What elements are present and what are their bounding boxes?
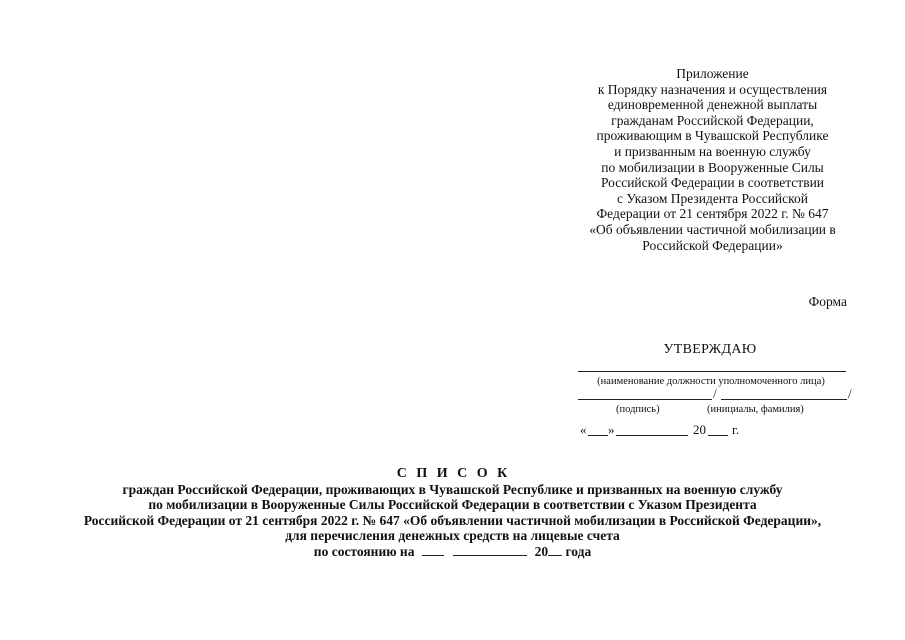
state-line bbox=[0, 544, 905, 560]
list-line: граждан Российской Федерации, проживающих в Чувашской Республике и призванных на военную службу bbox=[122, 481, 783, 497]
day-blank-line bbox=[588, 435, 608, 436]
appendix-line: Российской Федерации» bbox=[642, 237, 783, 253]
signature-row bbox=[570, 388, 852, 402]
state-year-prefix: 20 bbox=[534, 543, 549, 559]
list-title: С П И С О К bbox=[396, 466, 511, 481]
state-prefix: по состоянию на bbox=[313, 543, 415, 559]
name-slash: / bbox=[848, 386, 852, 401]
list-line: Российской Федерации от 21 сентября 2022 г. № 647 «Об объявлении частичной мобилизации в Российской Федерации», bbox=[83, 512, 822, 528]
appendix-block bbox=[560, 66, 865, 253]
year-blank-line bbox=[708, 435, 728, 436]
year-suffix: г. bbox=[732, 422, 740, 437]
list-line: по мобилизации в Вооруженные Силы Российской Федерации в соответствии с Указом Президента bbox=[148, 497, 757, 513]
state-suffix: года bbox=[565, 543, 592, 559]
signature-caption-row bbox=[570, 402, 852, 416]
signature-slash: / bbox=[713, 386, 717, 401]
name-caption: (инициалы, фамилия) bbox=[707, 404, 804, 415]
appendix-line: гражданам Российской Федерации, bbox=[611, 112, 814, 128]
list-line: для перечисления денежных средств на лицевые счета bbox=[285, 528, 620, 544]
appendix-line: единовременной денежной выплаты bbox=[607, 97, 818, 113]
state-year-blank bbox=[548, 544, 562, 556]
name-blank-line bbox=[721, 399, 847, 400]
appendix-line: и призванным на военную службу bbox=[614, 143, 811, 159]
list-heading-block bbox=[0, 466, 905, 560]
form-label: Форма bbox=[808, 294, 847, 309]
year-prefix: 20 bbox=[693, 422, 706, 437]
signature-blank-line bbox=[578, 399, 712, 400]
date-row bbox=[570, 420, 852, 438]
state-day-blank bbox=[422, 544, 444, 556]
state-month-blank bbox=[453, 544, 527, 556]
appendix-line: Федерации от 21 сентября 2022 г. № 647 bbox=[596, 206, 829, 222]
month-blank-line bbox=[616, 435, 688, 436]
appendix-line: Российской Федерации в соответствии bbox=[600, 175, 825, 191]
appendix-line: с Указом Президента Российской bbox=[616, 190, 808, 206]
approval-block bbox=[570, 342, 852, 438]
date-open-quote: « bbox=[580, 422, 587, 437]
appendix-line: «Об объявлении частичной мобилизации в bbox=[589, 221, 836, 237]
approval-title: УТВЕРЖДАЮ bbox=[663, 342, 757, 357]
appendix-line: проживающим в Чувашской Республике bbox=[596, 128, 829, 144]
date-close-quote: » bbox=[608, 422, 615, 437]
appendix-line: Приложение bbox=[676, 66, 749, 81]
appendix-line: по мобилизации в Вооруженные Силы bbox=[601, 159, 824, 175]
position-caption: (наименование должности уполномоченного лица) bbox=[597, 376, 825, 387]
signature-caption: (подпись) bbox=[616, 404, 660, 415]
appendix-line: к Порядку назначения и осуществления bbox=[597, 81, 828, 97]
position-blank-line bbox=[578, 371, 846, 372]
